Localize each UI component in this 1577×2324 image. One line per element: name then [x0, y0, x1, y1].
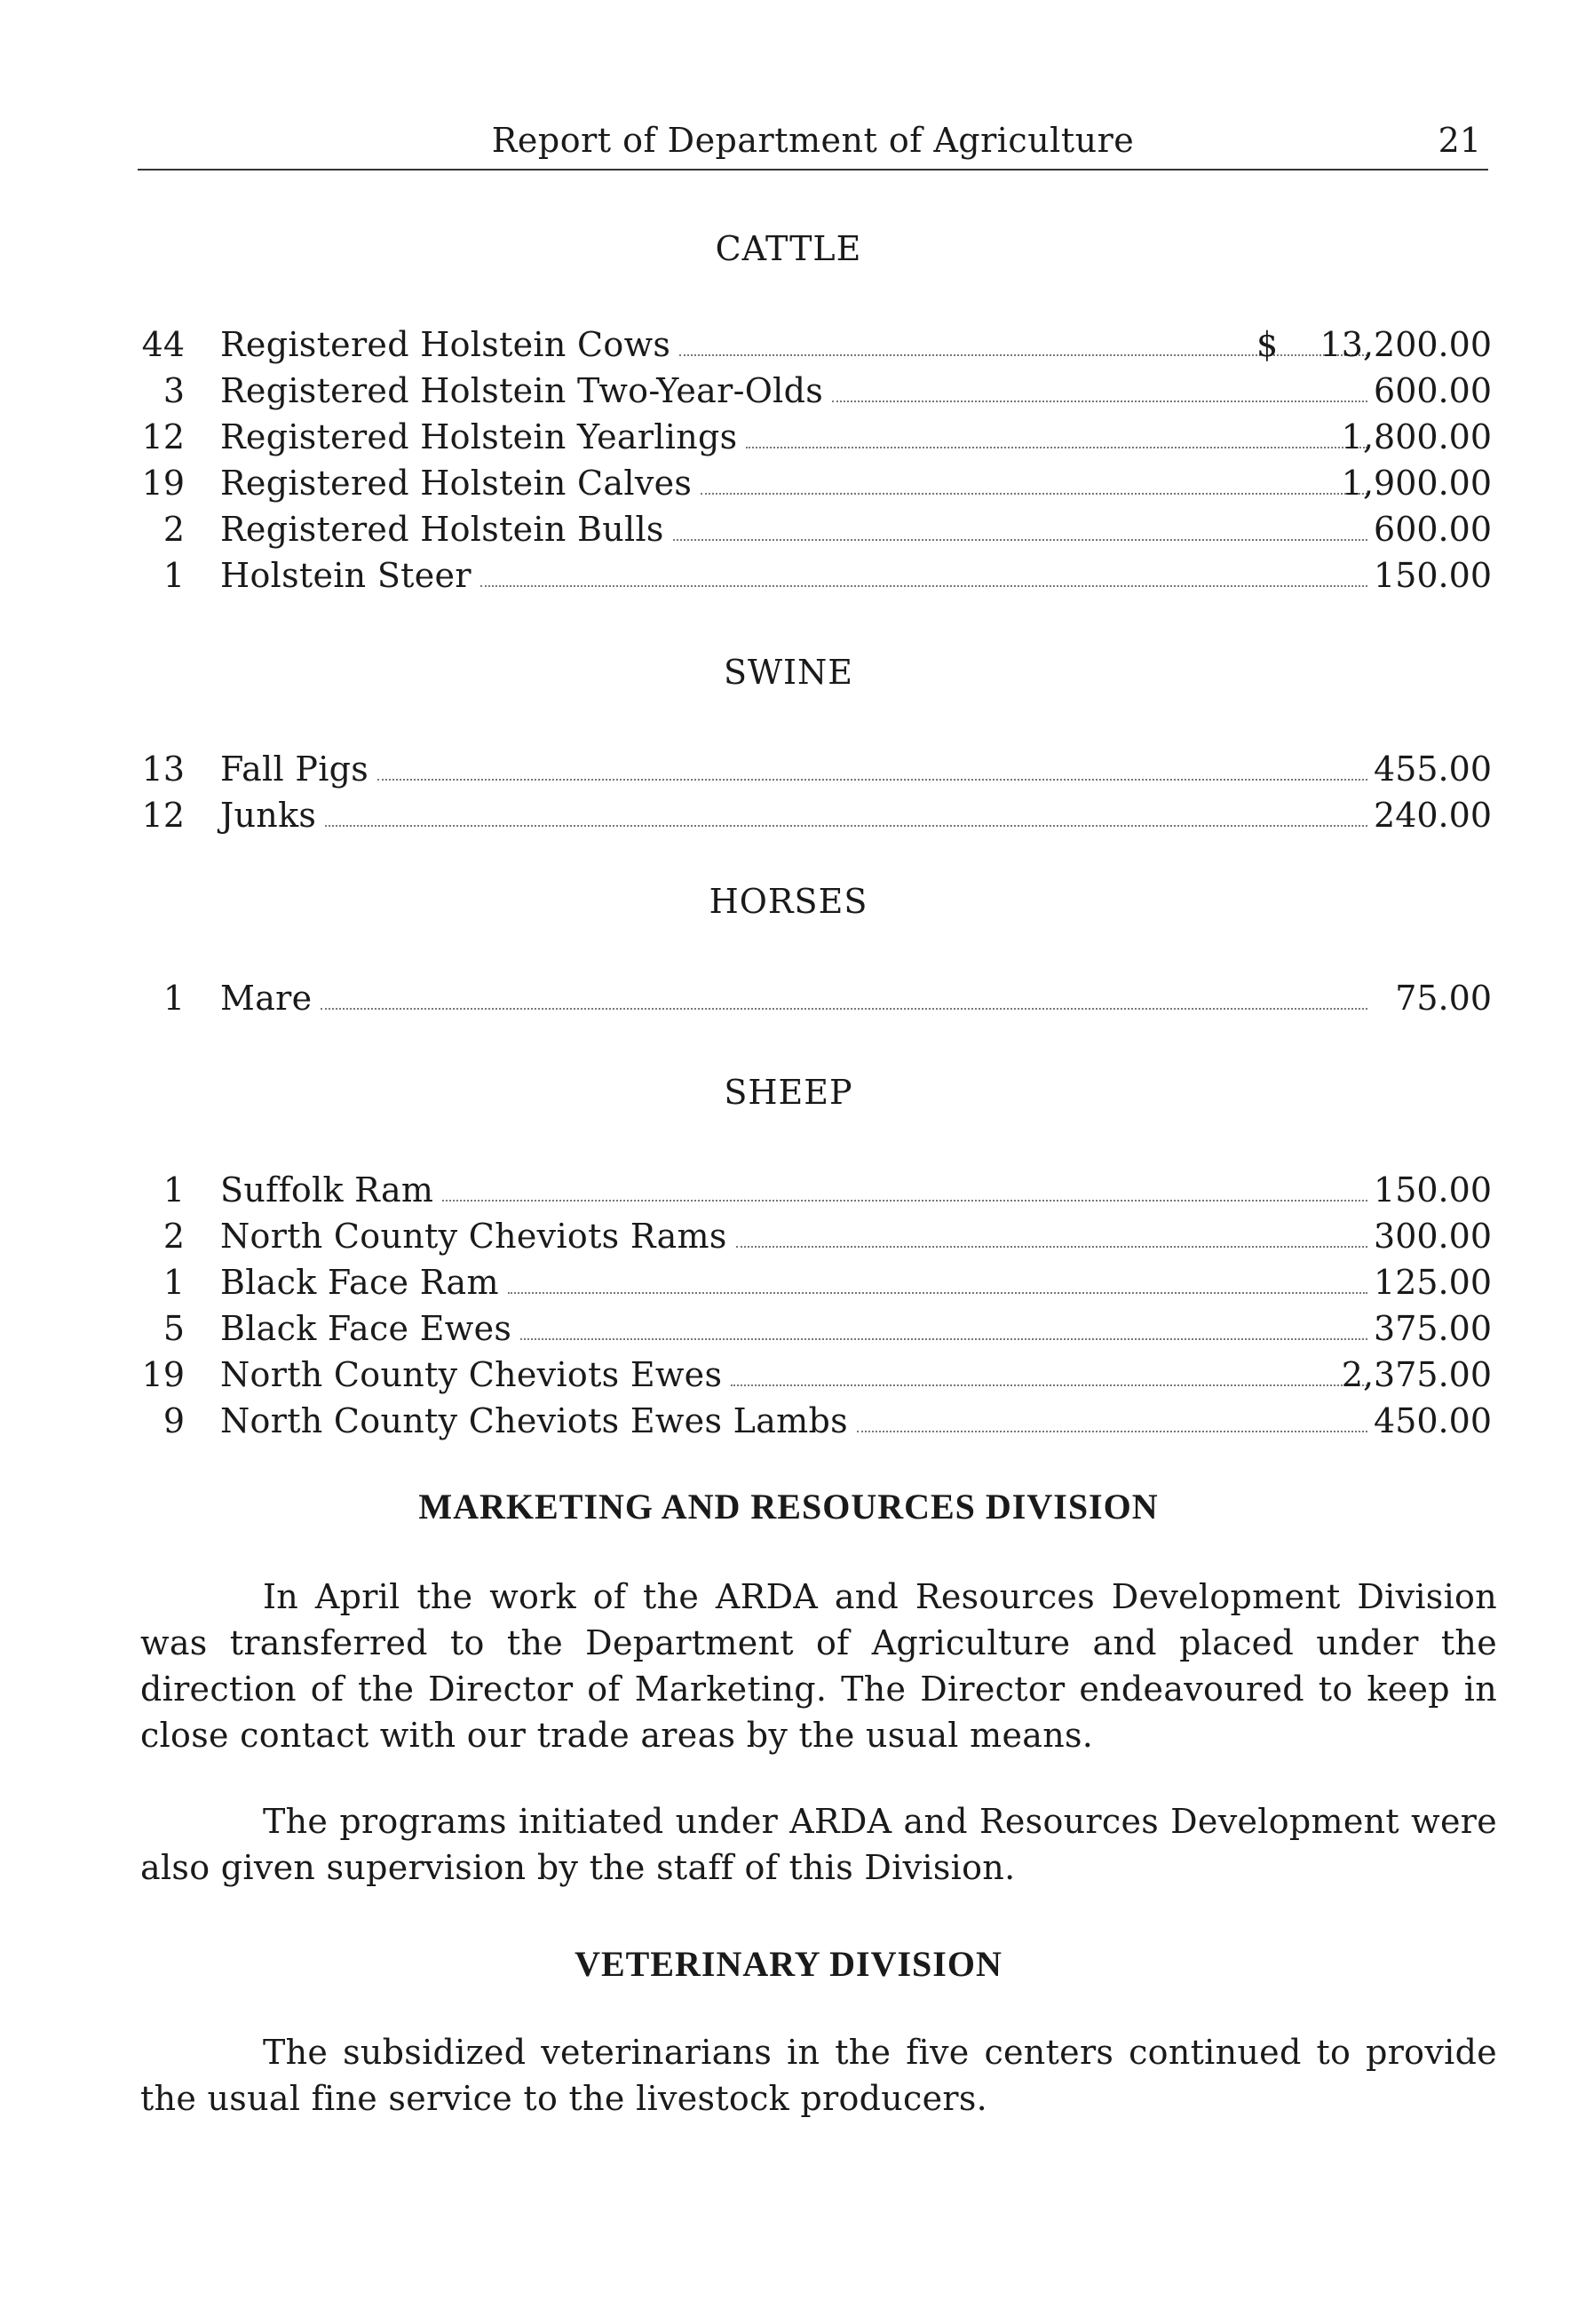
row-amount: 125.00: [1374, 1263, 1492, 1302]
row-quantity: 12: [141, 796, 185, 835]
row-amount: 450.00: [1374, 1401, 1492, 1440]
table-row: [133, 551, 1492, 597]
row-quantity: 9: [162, 1401, 185, 1440]
sheep-heading: SHEEP: [724, 1073, 853, 1112]
row-description: Suffolk Ram: [220, 1170, 1367, 1210]
row-amount: 1,800.00: [1341, 417, 1492, 456]
row-description: Holstein Steer: [220, 556, 1367, 595]
marketing-heading: MARKETING AND RESOURCES DIVISION: [418, 1487, 1159, 1527]
row-quantity: 44: [141, 325, 185, 364]
dot-leader: [520, 1338, 1367, 1340]
table-row: [133, 320, 1492, 366]
row-amount: 375.00: [1374, 1309, 1492, 1348]
row-quantity: 1: [162, 556, 185, 595]
table-row: [133, 790, 1492, 837]
row-amount: 600.00: [1374, 371, 1492, 410]
row-amount: 600.00: [1374, 510, 1492, 549]
row-quantity: 19: [141, 464, 185, 503]
row-amount: 75.00: [1395, 979, 1492, 1018]
table-row: [133, 973, 1492, 1019]
row-quantity: 13: [141, 750, 185, 789]
table-row: [133, 1396, 1492, 1442]
table-row: [133, 1257, 1492, 1304]
cattle-table: [133, 320, 1492, 597]
row-description: Mare: [220, 979, 1367, 1018]
row-description: Black Face Ram: [220, 1263, 1367, 1302]
dot-leader: [325, 825, 1367, 827]
row-amount: 2,375.00: [1341, 1355, 1492, 1394]
cattle-heading: CATTLE: [715, 229, 862, 268]
row-quantity: 1: [162, 1170, 185, 1210]
row-quantity: 19: [141, 1355, 185, 1394]
row-description: Registered Holstein Two-Year-Olds: [220, 371, 1367, 410]
row-amount: 240.00: [1374, 796, 1492, 835]
table-row: [133, 1165, 1492, 1211]
row-description: North County Cheviots Ewes: [220, 1355, 1367, 1394]
dot-leader: [377, 779, 1367, 781]
table-row: [133, 366, 1492, 412]
row-quantity: 12: [141, 417, 185, 456]
table-row: [133, 744, 1492, 790]
marketing-paragraph-2: The programs initiated under ARDA and Resources Development were also given supervision by the staff of this Division.: [140, 1802, 1497, 1887]
row-description: Registered Holstein Yearlings: [220, 417, 1367, 456]
page-number: 21: [1438, 121, 1481, 160]
sheep-table: [133, 1165, 1492, 1442]
row-description: North County Cheviots Rams: [220, 1217, 1367, 1256]
row-description: Fall Pigs: [220, 750, 1367, 789]
dot-leader: [442, 1200, 1367, 1202]
table-row: [133, 412, 1492, 458]
table-row: [133, 1211, 1492, 1257]
running-title: Report of Department of Agriculture: [491, 121, 1135, 160]
row-description: Registered Holstein Cows: [220, 325, 1367, 364]
row-quantity: 1: [162, 1263, 185, 1302]
row-amount: 150.00: [1374, 556, 1492, 595]
row-description: Junks: [220, 796, 1367, 835]
swine-heading: SWINE: [723, 653, 854, 692]
row-description: Registered Holstein Calves: [220, 464, 1367, 503]
dollar-sign: $: [1256, 325, 1279, 364]
table-row: [133, 1304, 1492, 1350]
marketing-paragraph-1: In April the work of the ARDA and Resources Development Division was transferred to the Department of Agriculture and placed under the direction of the Director of Marketing. The Director endeavoured to keep in close contact with our trade areas by the usual means.: [140, 1577, 1497, 1755]
row-quantity: 5: [162, 1309, 185, 1348]
row-amount: 150.00: [1374, 1170, 1492, 1210]
veterinary-heading: VETERINARY DIVISION: [575, 1944, 1002, 1984]
running-header: [138, 115, 1488, 171]
dot-leader: [508, 1292, 1367, 1294]
veterinary-paragraph: The subsidized veterinarians in the five centers continued to provide the usual fine service to the livestock producers.: [140, 2033, 1497, 2118]
row-description: Black Face Ewes: [220, 1309, 1367, 1348]
row-quantity: 1: [162, 979, 185, 1018]
horses-heading: HORSES: [709, 882, 868, 921]
row-amount: 300.00: [1374, 1217, 1492, 1256]
dot-leader: [480, 585, 1367, 587]
row-quantity: 2: [162, 1217, 185, 1256]
row-quantity: 3: [162, 371, 185, 410]
row-amount: 1,900.00: [1341, 464, 1492, 503]
swine-table: [133, 744, 1492, 837]
row-amount: 13,200.00: [1319, 325, 1492, 364]
row-description: Registered Holstein Bulls: [220, 510, 1367, 549]
horses-table: [133, 973, 1492, 1019]
dot-leader: [321, 1008, 1367, 1010]
row-description: North County Cheviots Ewes Lambs: [220, 1401, 1367, 1440]
table-row: [133, 458, 1492, 504]
row-amount: 455.00: [1374, 750, 1492, 789]
table-row: [133, 1350, 1492, 1396]
table-row: [133, 504, 1492, 551]
row-quantity: 2: [162, 510, 185, 549]
